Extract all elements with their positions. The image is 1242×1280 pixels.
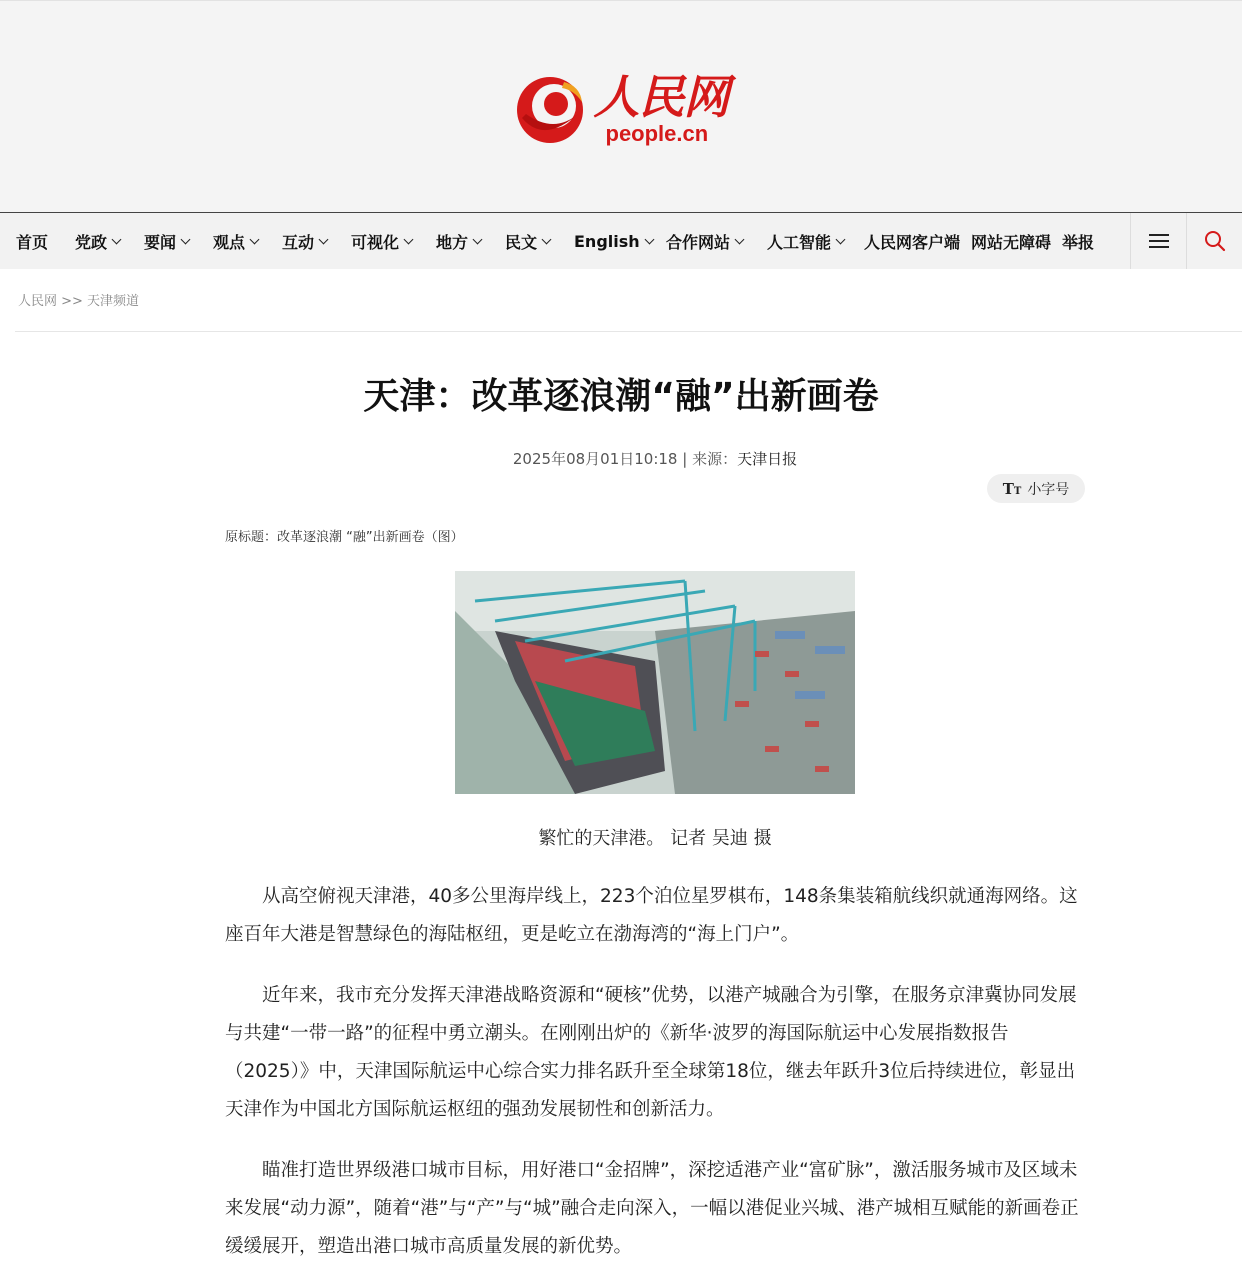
nav-label: 地方 bbox=[436, 232, 469, 252]
nav-label: 合作网站 bbox=[666, 232, 731, 252]
nav-item-news[interactable] bbox=[144, 213, 189, 269]
nav-label: 人工智能 bbox=[767, 232, 832, 252]
article-paragraph: 瞄准打造世界级港口城市目标，用好港口“金招牌”，深挖适港产业“富矿脉”，激活服务城市及区域未来发展“动力源”，随着“港”与“产”与“城”融合走向深入，一幅以港促业兴城、港产城相互赋能的新画卷正缓缓展开，塑造出港口城市高质量发展的新优势。 bbox=[225, 1160, 1079, 1257]
logo-chinese-text: 人民网 bbox=[593, 69, 729, 124]
chevron-down-icon bbox=[181, 234, 191, 244]
nav-label: 党政 bbox=[75, 232, 108, 252]
nav-label: 举报 bbox=[1062, 232, 1095, 252]
nav-item-app[interactable] bbox=[864, 213, 960, 269]
article-datetime: 2025年08月01日10:18 bbox=[512, 450, 678, 468]
nav-label: 观点 bbox=[213, 232, 246, 252]
nav-item-accessibility[interactable] bbox=[971, 213, 1051, 269]
site-logo[interactable] bbox=[514, 69, 729, 147]
chevron-down-icon bbox=[112, 234, 122, 244]
main-nav bbox=[0, 212, 1242, 269]
nav-label: 民文 bbox=[505, 232, 538, 252]
people-logo-icon bbox=[514, 74, 586, 146]
nav-label: 首页 bbox=[16, 232, 49, 252]
chevron-down-icon bbox=[250, 234, 260, 244]
article-paragraph: 近年来，我市充分发挥天津港战略资源和“硬核”优势，以港产城融合为引擎，在服务京津冀协同发展与共建“一带一路”的征程中勇立潮头。在刚刚出炉的《新华·波罗的海国际航运中心发展指数报告（2025）》中，天津国际航运中心综合实力排名跃升至全球第18位，继去年跃升3位后持续进位，彰显出天津作为中国北方国际航运枢纽的强劲发展韧性和创新活力。 bbox=[225, 985, 1077, 1120]
nav-item-visual[interactable] bbox=[351, 213, 412, 269]
font-size-icon: TT bbox=[1002, 479, 1022, 498]
nav-item-minority[interactable] bbox=[505, 213, 550, 269]
nav-label: 人民网客户端 bbox=[864, 232, 961, 252]
chevron-down-icon bbox=[319, 234, 329, 244]
original-title: 原标题：改革逐浪潮 “融”出新画卷（图） bbox=[225, 530, 464, 545]
logo-english-text: people.cn bbox=[605, 120, 709, 146]
search-icon[interactable] bbox=[1186, 213, 1242, 269]
font-size-label: 小字号 bbox=[1027, 481, 1070, 498]
article-paragraph: 从高空俯视天津港，40多公里海岸线上，223个泊位星罗棋布，148条集装箱航线织就通海网络。这座百年大港是智慧绿色的海陆枢纽，更是屹立在渤海湾的“海上门户”。 bbox=[225, 886, 1078, 945]
nav-label: 可视化 bbox=[351, 232, 400, 252]
divider bbox=[15, 331, 1242, 332]
nav-item-local[interactable] bbox=[436, 213, 481, 269]
chevron-down-icon bbox=[473, 234, 483, 244]
article-meta bbox=[0, 448, 1242, 469]
nav-item-interact[interactable] bbox=[282, 213, 327, 269]
chevron-down-icon bbox=[542, 234, 552, 244]
nav-item-english[interactable] bbox=[574, 213, 653, 269]
chevron-down-icon bbox=[836, 234, 846, 244]
nav-label: English bbox=[574, 231, 640, 251]
nav-item-home[interactable] bbox=[16, 213, 48, 269]
nav-item-ai[interactable] bbox=[767, 213, 844, 269]
nav-label: 网站无障碍 bbox=[971, 232, 1052, 252]
article-title: 天津：改革逐浪潮“融”出新画卷 bbox=[363, 376, 879, 417]
article-photo bbox=[455, 571, 855, 794]
breadcrumb[interactable]: 人民网 >> 天津频道 bbox=[18, 294, 140, 309]
nav-label: 要闻 bbox=[144, 232, 177, 252]
chevron-down-icon bbox=[735, 234, 745, 244]
source-prefix: | 来源： bbox=[682, 450, 738, 468]
chevron-down-icon bbox=[404, 234, 414, 244]
nav-item-report[interactable] bbox=[1062, 213, 1094, 269]
chevron-down-icon bbox=[644, 234, 654, 244]
site-header bbox=[0, 0, 1242, 212]
nav-item-opinion[interactable] bbox=[213, 213, 258, 269]
nav-item-party[interactable] bbox=[75, 213, 120, 269]
nav-item-partners[interactable] bbox=[666, 213, 743, 269]
photo-caption: 繁忙的天津港。 记者 吴迪 摄 bbox=[538, 828, 772, 849]
article-source[interactable]: 天津日报 bbox=[737, 450, 798, 468]
font-size-toggle-button[interactable] bbox=[987, 474, 1085, 503]
nav-label: 互动 bbox=[282, 232, 315, 252]
hamburger-icon[interactable] bbox=[1130, 213, 1186, 269]
